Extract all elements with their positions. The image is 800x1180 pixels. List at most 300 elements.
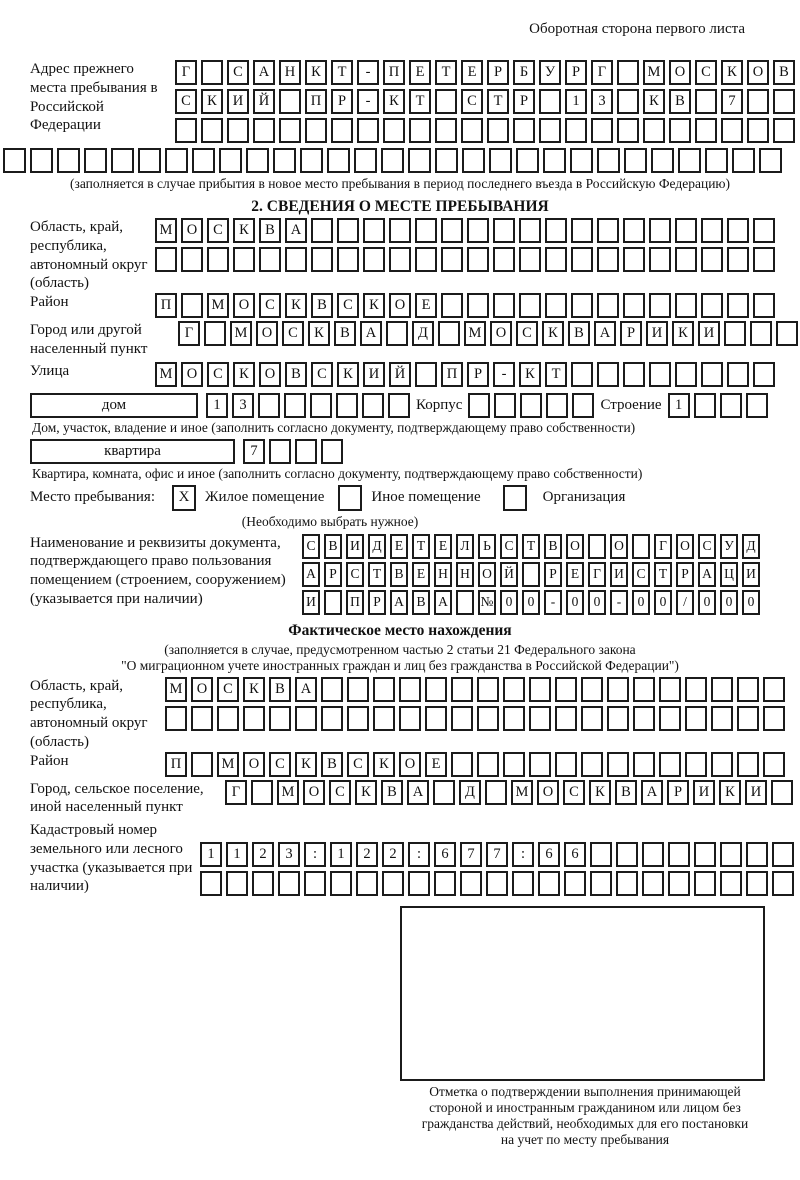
form-cell[interactable]: А [302, 562, 320, 587]
form-cell[interactable] [772, 842, 794, 867]
form-cell[interactable] [493, 247, 515, 272]
form-cell[interactable]: В [285, 362, 307, 387]
form-cell[interactable]: Р [667, 780, 689, 805]
form-cell[interactable] [165, 706, 187, 731]
form-cell[interactable]: Й [389, 362, 411, 387]
form-cell[interactable]: Е [415, 293, 437, 318]
form-cell[interactable]: Т [487, 89, 509, 114]
form-cell[interactable] [373, 706, 395, 731]
form-cell[interactable] [460, 871, 482, 896]
form-cell[interactable]: К [519, 362, 541, 387]
form-cell[interactable]: Р [368, 590, 386, 615]
form-cell[interactable] [588, 534, 606, 559]
form-cell[interactable]: В [269, 677, 291, 702]
form-cell[interactable]: 6 [538, 842, 560, 867]
form-cell[interactable] [701, 293, 723, 318]
form-cell[interactable] [571, 218, 593, 243]
form-cell[interactable]: С [259, 293, 281, 318]
form-cell[interactable]: К [201, 89, 223, 114]
form-cell[interactable]: 7 [243, 439, 265, 464]
form-cell[interactable] [503, 752, 525, 777]
form-cell[interactable]: Р [487, 60, 509, 85]
form-cell[interactable] [732, 148, 755, 173]
form-cell[interactable]: Г [175, 60, 197, 85]
form-cell[interactable]: 0 [654, 590, 672, 615]
korpus-cells[interactable] [468, 393, 594, 418]
form-cell[interactable] [467, 293, 489, 318]
form-cell[interactable] [226, 871, 248, 896]
form-cell[interactable]: 0 [522, 590, 540, 615]
form-cell[interactable] [642, 871, 664, 896]
form-cell[interactable] [30, 148, 53, 173]
form-cell[interactable] [321, 677, 343, 702]
form-cell[interactable]: В [321, 752, 343, 777]
form-cell[interactable] [269, 706, 291, 731]
form-cell[interactable] [753, 293, 775, 318]
form-cell[interactable]: Е [409, 60, 431, 85]
form-cell[interactable] [300, 148, 323, 173]
form-cell[interactable] [753, 218, 775, 243]
form-cell[interactable] [539, 89, 561, 114]
form-cell[interactable]: 2 [356, 842, 378, 867]
form-cell[interactable]: У [539, 60, 561, 85]
form-cell[interactable]: О [490, 321, 512, 346]
form-cell[interactable] [357, 118, 379, 143]
form-cell[interactable]: К [383, 89, 405, 114]
form-cell[interactable]: С [207, 218, 229, 243]
form-cell[interactable] [269, 439, 291, 464]
form-cell[interactable]: 0 [632, 590, 650, 615]
form-cell[interactable] [111, 148, 134, 173]
form-cell[interactable] [425, 706, 447, 731]
form-cell[interactable] [175, 118, 197, 143]
form-cell[interactable]: Р [565, 60, 587, 85]
form-cell[interactable]: К [363, 293, 385, 318]
form-cell[interactable]: Д [368, 534, 386, 559]
form-cell[interactable] [512, 871, 534, 896]
form-cell[interactable]: Т [522, 534, 540, 559]
form-cell[interactable] [616, 842, 638, 867]
form-cell[interactable]: Ц [720, 562, 738, 587]
actual-district-row[interactable] [165, 752, 785, 777]
form-cell[interactable]: В [381, 780, 403, 805]
form-cell[interactable]: Н [456, 562, 474, 587]
form-cell[interactable]: Г [654, 534, 672, 559]
form-cell[interactable] [461, 118, 483, 143]
form-cell[interactable]: О [537, 780, 559, 805]
form-cell[interactable] [701, 247, 723, 272]
form-cell[interactable] [519, 293, 541, 318]
form-cell[interactable] [539, 118, 561, 143]
form-cell[interactable] [597, 218, 619, 243]
form-cell[interactable] [181, 293, 203, 318]
form-cell[interactable] [695, 118, 717, 143]
form-cell[interactable]: И [646, 321, 668, 346]
form-cell[interactable]: 7 [721, 89, 743, 114]
form-cell[interactable]: 6 [564, 842, 586, 867]
form-cell[interactable] [753, 247, 775, 272]
form-cell[interactable] [165, 148, 188, 173]
title-document-row-3[interactable] [302, 590, 760, 615]
form-cell[interactable] [633, 752, 655, 777]
form-cell[interactable] [597, 293, 619, 318]
form-cell[interactable] [597, 362, 619, 387]
form-cell[interactable] [581, 752, 603, 777]
form-cell[interactable] [252, 871, 274, 896]
form-cell[interactable]: И [745, 780, 767, 805]
actual-city-row[interactable] [225, 780, 793, 805]
form-cell[interactable] [311, 247, 333, 272]
form-cell[interactable]: А [641, 780, 663, 805]
form-cell[interactable] [529, 706, 551, 731]
form-cell[interactable]: С [282, 321, 304, 346]
form-cell[interactable] [468, 393, 490, 418]
form-cell[interactable]: И [363, 362, 385, 387]
form-cell[interactable]: 0 [500, 590, 518, 615]
form-cell[interactable]: Е [390, 534, 408, 559]
form-cell[interactable] [227, 118, 249, 143]
form-cell[interactable] [305, 118, 327, 143]
form-cell[interactable]: Й [253, 89, 275, 114]
form-cell[interactable] [304, 871, 326, 896]
form-cell[interactable]: О [610, 534, 628, 559]
form-cell[interactable] [321, 439, 343, 464]
form-cell[interactable]: М [643, 60, 665, 85]
form-cell[interactable] [675, 362, 697, 387]
form-cell[interactable] [746, 871, 768, 896]
form-cell[interactable] [694, 871, 716, 896]
form-cell[interactable]: А [434, 590, 452, 615]
form-cell[interactable] [668, 871, 690, 896]
form-cell[interactable] [590, 871, 612, 896]
form-cell[interactable] [616, 871, 638, 896]
form-cell[interactable]: Р [513, 89, 535, 114]
form-cell[interactable]: С [269, 752, 291, 777]
form-cell[interactable] [487, 118, 509, 143]
form-cell[interactable] [259, 247, 281, 272]
form-cell[interactable] [415, 362, 437, 387]
form-cell[interactable] [632, 534, 650, 559]
form-cell[interactable]: И [610, 562, 628, 587]
form-cell[interactable]: М [511, 780, 533, 805]
form-cell[interactable] [545, 218, 567, 243]
form-cell[interactable]: В [390, 562, 408, 587]
form-cell[interactable]: С [329, 780, 351, 805]
form-cell[interactable] [721, 118, 743, 143]
form-cell[interactable]: О [669, 60, 691, 85]
form-cell[interactable] [295, 706, 317, 731]
form-cell[interactable] [441, 218, 463, 243]
form-cell[interactable] [746, 393, 768, 418]
form-cell[interactable] [200, 871, 222, 896]
form-cell[interactable]: В [544, 534, 562, 559]
form-cell[interactable] [643, 118, 665, 143]
form-cell[interactable]: О [191, 677, 213, 702]
form-cell[interactable] [727, 218, 749, 243]
stroenie-cells[interactable] [668, 393, 768, 418]
form-cell[interactable] [362, 393, 384, 418]
form-cell[interactable] [441, 293, 463, 318]
form-cell[interactable]: Е [461, 60, 483, 85]
form-cell[interactable] [467, 247, 489, 272]
form-cell[interactable] [295, 439, 317, 464]
form-cell[interactable] [678, 148, 701, 173]
form-cell[interactable]: М [165, 677, 187, 702]
form-cell[interactable] [57, 148, 80, 173]
form-cell[interactable] [456, 590, 474, 615]
form-cell[interactable] [435, 148, 458, 173]
form-cell[interactable] [581, 677, 603, 702]
form-cell[interactable] [711, 677, 733, 702]
form-cell[interactable] [669, 118, 691, 143]
form-cell[interactable]: С [175, 89, 197, 114]
form-cell[interactable]: 0 [566, 590, 584, 615]
form-cell[interactable] [685, 677, 707, 702]
form-cell[interactable] [204, 321, 226, 346]
form-cell[interactable]: О [478, 562, 496, 587]
form-cell[interactable]: 1 [226, 842, 248, 867]
form-cell[interactable]: Е [412, 562, 430, 587]
form-cell[interactable]: М [464, 321, 486, 346]
form-cell[interactable]: П [155, 293, 177, 318]
form-cell[interactable]: С [227, 60, 249, 85]
form-cell[interactable]: И [302, 590, 320, 615]
form-cell[interactable] [425, 677, 447, 702]
form-cell[interactable] [243, 706, 265, 731]
form-cell[interactable] [675, 218, 697, 243]
form-cell[interactable]: И [346, 534, 364, 559]
form-cell[interactable] [337, 218, 359, 243]
form-cell[interactable]: М [155, 218, 177, 243]
form-cell[interactable] [233, 247, 255, 272]
form-cell[interactable]: К [373, 752, 395, 777]
form-cell[interactable]: 3 [591, 89, 613, 114]
form-cell[interactable] [694, 393, 716, 418]
form-cell[interactable] [493, 218, 515, 243]
form-cell[interactable] [435, 118, 457, 143]
form-cell[interactable] [389, 218, 411, 243]
form-cell[interactable] [607, 706, 629, 731]
form-cell[interactable]: О [243, 752, 265, 777]
form-cell[interactable]: К [721, 60, 743, 85]
region-row-2[interactable] [155, 247, 775, 272]
form-cell[interactable] [383, 118, 405, 143]
form-cell[interactable]: О [399, 752, 421, 777]
form-cell[interactable] [278, 871, 300, 896]
form-cell[interactable]: Т [545, 362, 567, 387]
form-cell[interactable] [415, 247, 437, 272]
form-cell[interactable] [382, 871, 404, 896]
form-cell[interactable] [493, 293, 515, 318]
form-cell[interactable]: / [676, 590, 694, 615]
form-cell[interactable] [675, 293, 697, 318]
form-cell[interactable]: М [230, 321, 252, 346]
form-cell[interactable] [659, 752, 681, 777]
form-cell[interactable]: В [311, 293, 333, 318]
form-cell[interactable]: О [676, 534, 694, 559]
form-cell[interactable]: С [632, 562, 650, 587]
form-cell[interactable] [324, 590, 342, 615]
form-cell[interactable] [331, 118, 353, 143]
form-cell[interactable]: Н [434, 562, 452, 587]
form-cell[interactable]: С [311, 362, 333, 387]
checkbox-organization[interactable] [503, 485, 527, 511]
form-cell[interactable]: А [253, 60, 275, 85]
form-cell[interactable]: : [304, 842, 326, 867]
form-cell[interactable] [623, 293, 645, 318]
form-cell[interactable]: Й [500, 562, 518, 587]
form-cell[interactable]: А [360, 321, 382, 346]
form-cell[interactable] [737, 677, 759, 702]
form-cell[interactable]: В [334, 321, 356, 346]
form-cell[interactable]: Л [456, 534, 474, 559]
form-cell[interactable]: Т [435, 60, 457, 85]
form-cell[interactable]: 1 [200, 842, 222, 867]
form-cell[interactable] [519, 247, 541, 272]
form-cell[interactable] [462, 148, 485, 173]
form-cell[interactable] [746, 842, 768, 867]
form-cell[interactable] [633, 706, 655, 731]
form-cell[interactable]: А [285, 218, 307, 243]
form-cell[interactable] [191, 752, 213, 777]
city-row[interactable] [178, 321, 798, 346]
form-cell[interactable] [441, 247, 463, 272]
form-cell[interactable] [617, 89, 639, 114]
title-document-row-1[interactable] [302, 534, 760, 559]
form-cell[interactable]: А [594, 321, 616, 346]
form-cell[interactable]: А [698, 562, 716, 587]
form-cell[interactable] [763, 677, 785, 702]
form-cell[interactable] [251, 780, 273, 805]
form-cell[interactable] [399, 677, 421, 702]
form-cell[interactable]: О [566, 534, 584, 559]
form-cell[interactable] [311, 218, 333, 243]
form-cell[interactable] [763, 752, 785, 777]
form-cell[interactable] [571, 362, 593, 387]
form-cell[interactable]: Р [324, 562, 342, 587]
form-cell[interactable] [217, 706, 239, 731]
form-cell[interactable]: Е [425, 752, 447, 777]
form-cell[interactable] [737, 706, 759, 731]
form-cell[interactable]: В [324, 534, 342, 559]
actual-region-row-2[interactable] [165, 706, 785, 731]
form-cell[interactable] [373, 677, 395, 702]
form-cell[interactable]: Т [331, 60, 353, 85]
form-cell[interactable] [415, 218, 437, 243]
form-cell[interactable] [545, 293, 567, 318]
form-cell[interactable] [347, 677, 369, 702]
form-cell[interactable]: В [773, 60, 795, 85]
form-cell[interactable]: П [383, 60, 405, 85]
form-cell[interactable] [399, 706, 421, 731]
form-cell[interactable]: Р [331, 89, 353, 114]
form-cell[interactable] [138, 148, 161, 173]
form-cell[interactable]: О [303, 780, 325, 805]
form-cell[interactable] [572, 393, 594, 418]
form-cell[interactable]: К [643, 89, 665, 114]
form-cell[interactable] [571, 293, 593, 318]
form-cell[interactable]: - [493, 362, 515, 387]
form-cell[interactable] [513, 118, 535, 143]
form-cell[interactable] [516, 148, 539, 173]
form-cell[interactable] [337, 247, 359, 272]
form-cell[interactable]: А [407, 780, 429, 805]
form-cell[interactable]: Д [459, 780, 481, 805]
form-cell[interactable] [3, 148, 26, 173]
form-cell[interactable]: Е [566, 562, 584, 587]
form-cell[interactable] [623, 218, 645, 243]
form-cell[interactable] [330, 871, 352, 896]
form-cell[interactable] [750, 321, 772, 346]
form-cell[interactable]: К [233, 362, 255, 387]
form-cell[interactable] [538, 871, 560, 896]
form-cell[interactable]: К [305, 60, 327, 85]
form-cell[interactable]: Е [434, 534, 452, 559]
form-cell[interactable] [494, 393, 516, 418]
form-cell[interactable]: К [719, 780, 741, 805]
actual-region-row-1[interactable] [165, 677, 785, 702]
form-cell[interactable]: К [295, 752, 317, 777]
form-cell[interactable]: М [155, 362, 177, 387]
form-cell[interactable] [363, 247, 385, 272]
form-cell[interactable] [520, 393, 542, 418]
form-cell[interactable]: А [295, 677, 317, 702]
form-cell[interactable]: О [181, 218, 203, 243]
form-cell[interactable]: А [390, 590, 408, 615]
form-cell[interactable] [467, 218, 489, 243]
form-cell[interactable]: С [346, 562, 364, 587]
form-cell[interactable] [624, 148, 647, 173]
form-cell[interactable] [771, 780, 793, 805]
previous-address-row-3[interactable] [175, 118, 795, 143]
form-cell[interactable] [485, 780, 507, 805]
form-cell[interactable] [685, 706, 707, 731]
form-cell[interactable]: Т [368, 562, 386, 587]
form-cell[interactable]: - [357, 89, 379, 114]
form-cell[interactable] [191, 706, 213, 731]
district-row[interactable] [155, 293, 775, 318]
form-cell[interactable]: В [259, 218, 281, 243]
form-cell[interactable] [219, 148, 242, 173]
form-cell[interactable]: : [408, 842, 430, 867]
form-cell[interactable] [694, 842, 716, 867]
region-row-1[interactable] [155, 218, 775, 243]
form-cell[interactable] [386, 321, 408, 346]
form-cell[interactable] [773, 118, 795, 143]
form-cell[interactable]: Г [591, 60, 613, 85]
form-cell[interactable] [597, 148, 620, 173]
form-cell[interactable] [519, 218, 541, 243]
form-cell[interactable]: С [337, 293, 359, 318]
form-cell[interactable] [201, 118, 223, 143]
form-cell[interactable]: К [355, 780, 377, 805]
previous-address-row-2[interactable] [175, 89, 795, 114]
form-cell[interactable] [310, 393, 332, 418]
form-cell[interactable]: К [672, 321, 694, 346]
form-cell[interactable] [649, 293, 671, 318]
form-cell[interactable] [321, 706, 343, 731]
form-cell[interactable] [388, 393, 410, 418]
form-cell[interactable]: 7 [460, 842, 482, 867]
form-cell[interactable] [477, 706, 499, 731]
form-cell[interactable]: 2 [382, 842, 404, 867]
form-cell[interactable] [724, 321, 746, 346]
form-cell[interactable] [759, 148, 782, 173]
form-cell[interactable] [555, 706, 577, 731]
form-cell[interactable]: Р [620, 321, 642, 346]
form-cell[interactable]: Н [279, 60, 301, 85]
street-row[interactable] [155, 362, 775, 387]
